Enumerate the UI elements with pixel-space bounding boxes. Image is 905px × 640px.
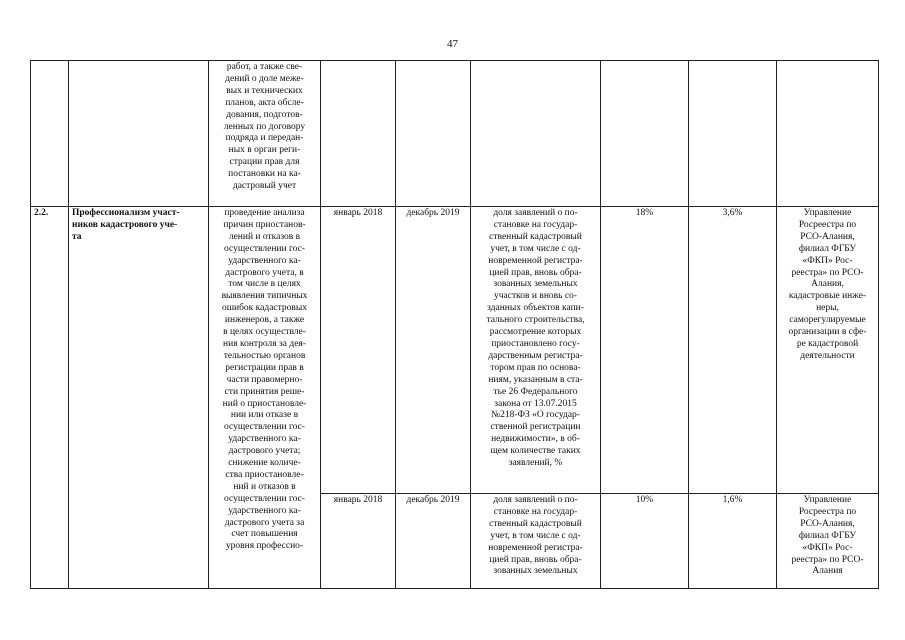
responsible-cell: Управление Росреестра по РСО-Алания, филиал ФГБУ «ФКП» Рос- реестра» по РСО- Алания — [777, 494, 879, 589]
cell-empty — [777, 61, 879, 207]
cell-empty — [689, 61, 777, 207]
cell-empty — [31, 61, 69, 207]
cell-empty — [601, 61, 689, 207]
base-value: 10% — [601, 494, 689, 589]
indicator-cell: доля заявлений о по- становке на государ- ственный кадастровый учет, в том числе с од- новременной регистра- цией прав, вновь обра- зованных земельных участков и вновь со- зданных объектов капи- тального строительства, рассмотрение которых приостановлено госу- дарственным регистра- тором прав по основа- ниям, указанным в ста- тье 26 Федерального закона от 13.07.2015 №218-ФЗ «О государ- ственной регистрации недвижимости», в об- щем количестве таких заявлений, % — [471, 207, 601, 494]
cell-empty — [321, 61, 396, 207]
row-name: Профессионализм участ- ников кадастрового уче- та — [69, 207, 209, 589]
plan-table — [30, 60, 879, 589]
page-number: 47 — [447, 38, 458, 50]
end-date: декабрь 2019 — [396, 494, 471, 589]
start-date: январь 2018 — [321, 207, 396, 494]
responsible-cell: Управление Росреестра по РСО-Алания, филиал ФГБУ «ФКП» Рос- реестра» по РСО- Алания, кадастровые инже- неры, саморегулируемые организации в сфе- ре кадастровой деятельности — [777, 207, 879, 494]
target-value: 1,6% — [689, 494, 777, 589]
target-value: 3,6% — [689, 207, 777, 494]
cell-empty — [396, 61, 471, 207]
table-row-continued — [31, 61, 879, 207]
row-number: 2.2. — [31, 207, 69, 589]
start-date: январь 2018 — [321, 494, 396, 589]
cell-empty — [471, 61, 601, 207]
end-date: декабрь 2019 — [396, 207, 471, 494]
measures-cell: проведение анализа причин приостанов- лений и отказов в осуществлении гос- ударственного ка- дастрового учета, в том числе в целях выявления типичных ошибок кадастровых инженеров, а также в целях осуществле- ния контроля за дея- тельностью органов регистрации прав в части правомерно- сти принятия реше- ний о приостановле- нии или отказе в осуществлении гос- ударственного ка- дастрового учета; снижение количе- ства приостановле- ний и отказов в осуществлении гос- ударственного ка- дастрового учета за счет повышения уровня профессио- — [209, 207, 321, 589]
base-value: 18% — [601, 207, 689, 494]
measures-cell: работ, а также све- дений о доле меже- вых и технических планов, акта обсле- дования, подготов- ленных по договору подряда и передан- ных в орган реги- страции прав для постановки на ка- дастровый учет — [209, 61, 321, 207]
cell-empty — [69, 61, 209, 207]
table-row-2-2-a — [31, 207, 879, 494]
indicator-cell: доля заявлений о по- становке на государ- ственный кадастровый учет, в том числе с од- новременной регистра- цией прав, вновь обра- зованных земельных — [471, 494, 601, 589]
